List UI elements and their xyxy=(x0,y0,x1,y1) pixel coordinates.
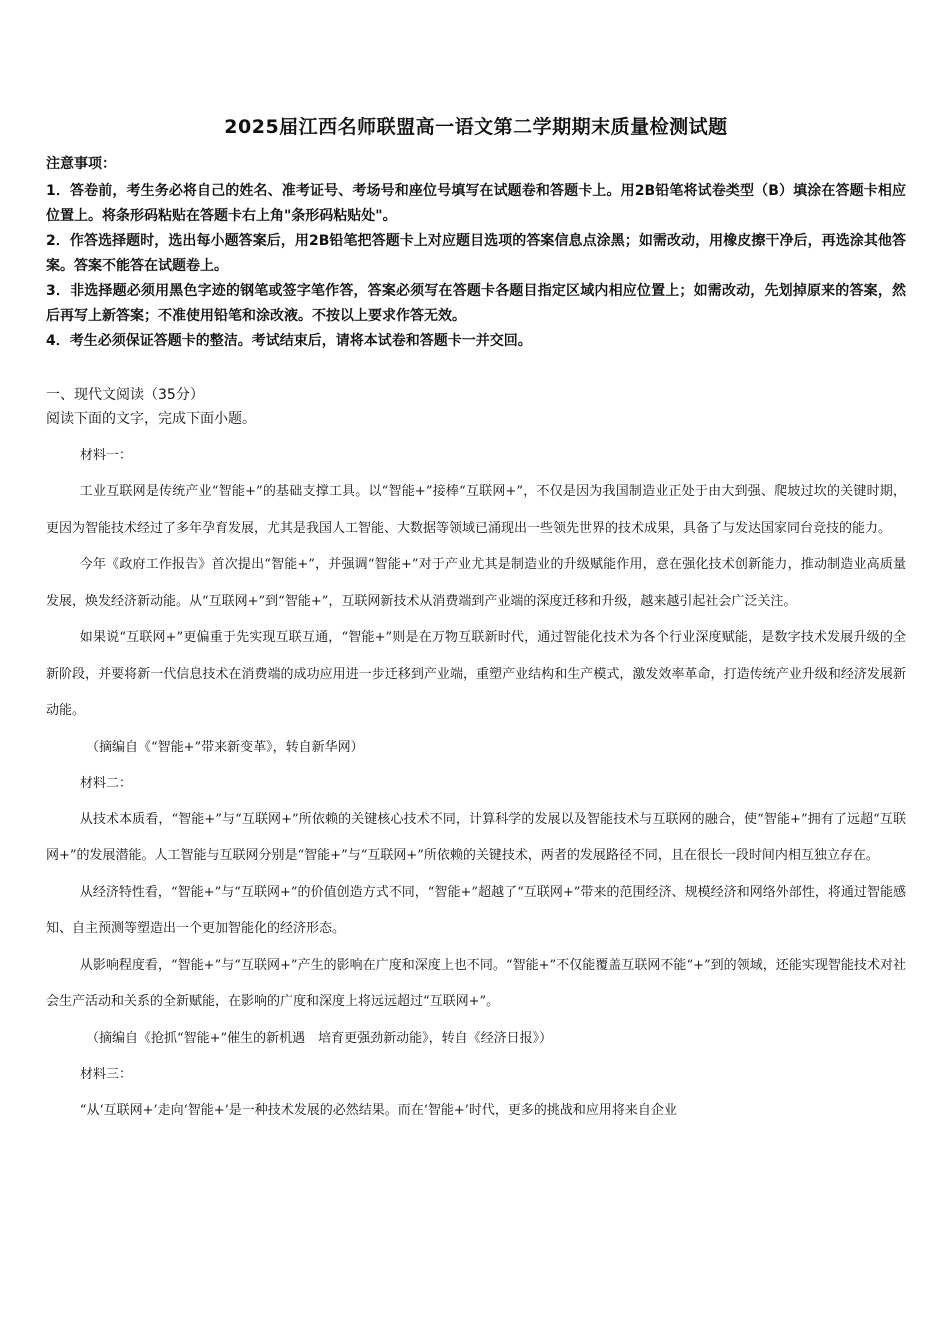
material-three-label: 材料三： xyxy=(80,1066,133,1082)
material-two-source: （摘编自《抢抓“智能+”催生的新机遇 培育更强劲新动能》，转自《经济日报》） xyxy=(86,1030,553,1046)
material-one-para-3: 如果说“互联网+”更偏重于先实现互联互通，“智能+”则是在万物互联新时代，通过智能化技术为各个行业深度赋能，是数字技术发展升级的全新阶段，并要将新一代信息技术在消费端的成功应用进一步迁移到产业端，重塑产业结构和生产模式，激发效率革命，打造传统产业升级和经济发展新动能。 xyxy=(46,630,906,718)
section-heading: 一、现代文阅读（35分） xyxy=(46,387,204,403)
material-one-para-2: 今年《政府工作报告》首次提出“智能+”，并强调“智能+”对于产业尤其是制造业的升级赋能作用，意在强化技术创新能力，推动制造业高质量发展，焕发经济新动能。从“互联网+”到“智能+”，互联网新技术从消费端到产业端的深度迁移和升级，越来越引起社会广泛关注。 xyxy=(46,557,906,609)
material-two-para-2: 从经济特性看，“智能+”与“互联网+”的价值创造方式不同，“智能+”超越了“互联网+”带来的范围经济、规模经济和网络外部性，将通过智能感知、自主预测等塑造出一个更加智能化的经济形态。 xyxy=(46,884,906,936)
material-two-para-1: 从技术本质看，“智能+”与“互联网+”所依赖的关键核心技术不同，计算科学的发展以及智能技术与互联网的融合，使“智能+”拥有了远超“互联网+”的发展潜能。人工智能与互联网分别是“智能+”与“互联网+”所依赖的关键技术，两者的发展路径不同，且在很长一段时间内相互独立存在。 xyxy=(46,811,906,863)
material-one-para-1: 工业互联网是传统产业“智能+”的基础支撑工具。以“智能+”接棒“互联网+”，不仅是因为我国制造业正处于由大到强、爬坡过坎的关键时期，更因为智能技术经过了多年孕育发展，尤其是我国人工智能、大数据等领域已涌现出一些领先世界的技术成果，具备了与发达国家同台竞技的能力。 xyxy=(46,484,906,536)
material-one-label: 材料一： xyxy=(80,448,133,463)
page-title: 2025届江西名师联盟高一语文第二学期期末质量检测试题 xyxy=(224,116,728,138)
notice-block xyxy=(46,153,906,354)
notice-item-2: 2．作答选择题时，选出每小题答案后，用2B铅笔把答题卡上对应题目选项的答案信息点涂黑；如需改动，用橡皮擦干净后，再选涂其他答案。答案不能答在试题卷上。 xyxy=(46,233,906,274)
material-one xyxy=(46,438,906,766)
material-two-label: 材料二： xyxy=(80,775,133,791)
notice-item-4: 4．考生必须保证答题卡的整洁。考试结束后，请将本试卷和答题卡一并交回。 xyxy=(46,333,532,349)
material-two-para-3: 从影响程度看，“智能+”与“互联网+”产生的影响在广度和深度上也不同。“智能+”不仅能覆盖互联网不能“+”到的领域，还能实现智能技术对社会生产活动和关系的全新赋能，在影响的广度和深度上将远远超过“互联网+”。 xyxy=(46,957,906,1009)
notice-heading: 注意事项： xyxy=(46,156,116,172)
material-three xyxy=(46,1057,906,1130)
material-two xyxy=(46,766,906,1057)
material-one-source: （摘编自《“智能+”带来新变革》，转自新华网） xyxy=(86,739,364,755)
material-three-para-1: “从‘互联网+’走向‘智能+’是一种技术发展的必然结果。而在‘智能+’时代，更多的挑战和应用将来自企业 xyxy=(79,1102,677,1118)
notice-item-1: 1．答卷前，考生务必将自己的姓名、准考证号、考场号和座位号填写在试题卷和答题卡上。用2B铅笔将试卷类型（B）填涂在答题卡相应位置上。将条形码粘贴在答题卡右上角"条形码粘贴处"。 xyxy=(46,183,906,224)
notice-item-3: 3．非选择题必须用黑色字迹的钢笔或签字笔作答，答案必须写在答题卡各题目指定区域内相应位置上；如需改动，先划掉原来的答案，然后再写上新答案；不准使用铅笔和涂改液。不按以上要求作答无效。 xyxy=(46,283,906,324)
reading-instruction: 阅读下面的文字，完成下面小题。 xyxy=(46,411,256,427)
